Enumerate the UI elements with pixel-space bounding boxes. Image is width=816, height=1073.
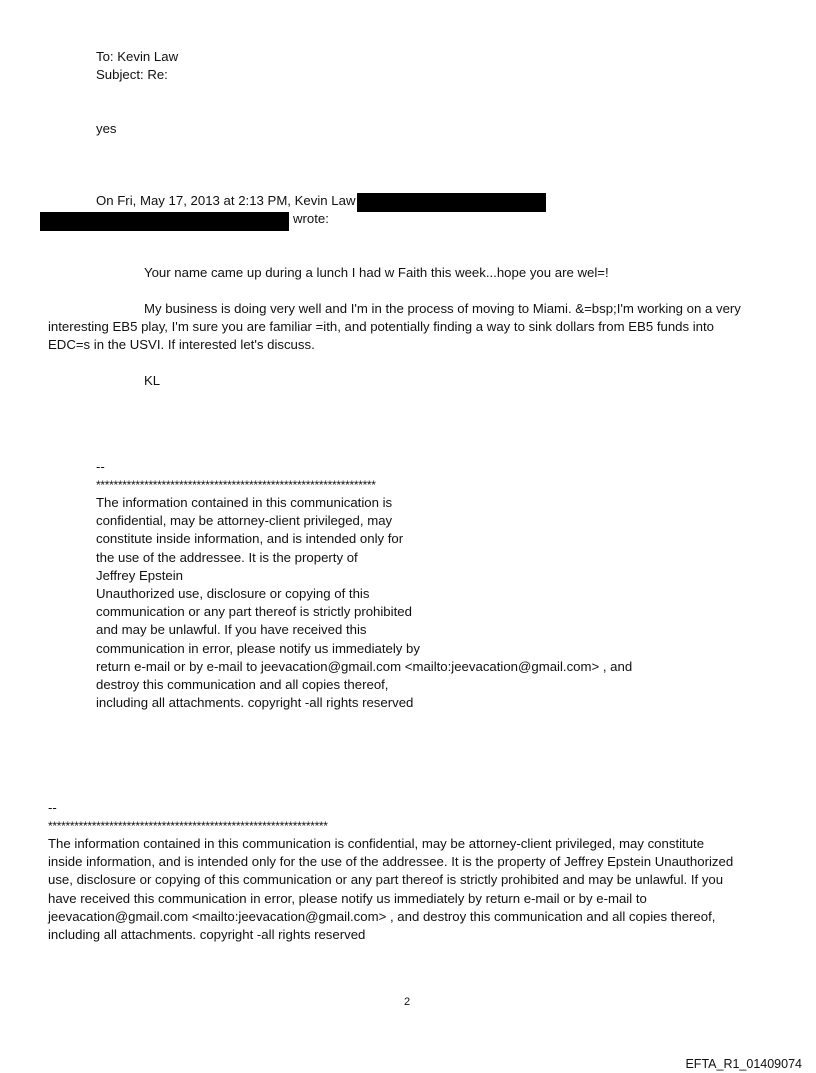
- quoted-paragraph-2-line-2: interesting EB5 play, I'm sure you are familiar =ith, and potentially finding a way to sink dollars from EB5 funds into: [48, 319, 715, 334]
- subject-line: Subject: Re:: [96, 67, 168, 82]
- quoted-paragraph-1: Your name came up during a lunch I had w Faith this week...hope you are wel=!: [144, 265, 609, 280]
- disclaimer-line: constitute inside information, and is intended only for: [96, 531, 404, 547]
- disclaimer-line: Jeffrey Epstein: [96, 567, 183, 583]
- disclaimer-line: Unauthorized use, disclosure or copying of this: [96, 586, 370, 602]
- disclaimer-line: inside information, and is intended only for the use of the addressee. It is the property of Jeffrey Epstein Unauthorized: [48, 854, 734, 870]
- to-line: To: Kevin Law: [96, 49, 179, 64]
- disclaimer-inner-dashes: --: [96, 459, 105, 474]
- disclaimer-outer-stars: ****************************************************************: [48, 819, 328, 833]
- disclaimer-outer-body: [48, 835, 733, 944]
- disclaimer-outer-dashes: --: [48, 800, 57, 815]
- disclaimer-line: The information contained in this communication is confidential, may be attorney-client privileged, may constitute: [48, 836, 705, 851]
- disclaimer-line: use, disclosure or copying of this communication or any part thereof is strictly prohibited and may be unlawful. If you: [48, 872, 724, 888]
- quote-intro-wrote: wrote:: [293, 211, 329, 226]
- quoted-paragraph-2-line-3: EDC=s in the USVI. If interested let's discuss.: [48, 337, 315, 352]
- quote-intro-line: On Fri, May 17, 2013 at 2:13 PM, Kevin Law: [96, 193, 356, 208]
- signoff: KL: [144, 373, 161, 388]
- disclaimer-inner-body: [96, 494, 632, 712]
- disclaimer-line: communication or any part thereof is strictly prohibited: [96, 604, 412, 620]
- redaction-bar: [40, 212, 289, 231]
- disclaimer-line: jeevacation@gmail.com <mailto:jeevacation@gmail.com> , and destroy this communication and all copies thereof,: [48, 908, 716, 924]
- disclaimer-line: destroy this communication and all copies thereof,: [96, 677, 389, 693]
- disclaimer-line: have received this communication in error, please notify us immediately by return e-mail or by e-mail to: [48, 890, 647, 906]
- document-id: EFTA_R1_01409074: [685, 1057, 802, 1071]
- disclaimer-line: and may be unlawful. If you have received this: [96, 622, 367, 638]
- disclaimer-line: including all attachments. copyright -all rights reserved: [96, 695, 414, 711]
- redaction-bar: [357, 193, 546, 212]
- disclaimer-line: communication in error, please notify us immediately by: [96, 640, 420, 656]
- disclaimer-inner-stars: ****************************************************************: [96, 478, 376, 492]
- quoted-paragraph-2-line-1: My business is doing very well and I'm in the process of moving to Miami. &=bsp;I'm working on a very: [144, 301, 741, 316]
- disclaimer-line: return e-mail or by e-mail to jeevacation@gmail.com <mailto:jeevacation@gmail.com> , and: [96, 658, 633, 674]
- disclaimer-line: the use of the addressee. It is the property of: [96, 549, 358, 565]
- reply-text: yes: [96, 121, 117, 136]
- disclaimer-line: including all attachments. copyright -all rights reserved: [48, 927, 366, 943]
- disclaimer-line: The information contained in this communication is: [96, 495, 393, 510]
- disclaimer-line: confidential, may be attorney-client privileged, may: [96, 513, 393, 529]
- page-number: 2: [404, 996, 411, 1008]
